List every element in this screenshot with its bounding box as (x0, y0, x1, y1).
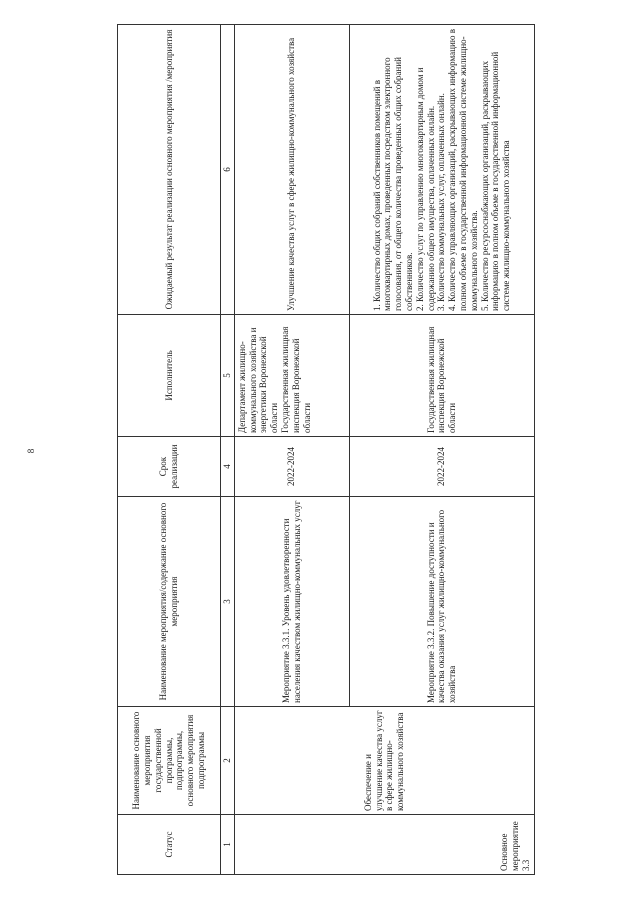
activity-3-3-2-results (349, 25, 534, 315)
main-activity-cell: Обеспечение и улучшение качества услуг в сфере жилищно-коммунального хозяйства (234, 707, 534, 815)
column-number-row (221, 25, 235, 875)
column-number: 5 (221, 315, 235, 437)
executor-line: Государственная жилищная инспекция Воронежской области (279, 326, 312, 433)
result-item: 3. Количество коммунальных услуг, оплаченных онлайн. (436, 93, 447, 311)
result-item: 2. Количество услуг по управлению многоквартирным домом и содержанию общего имущества, оплаченных онлайн. (414, 67, 436, 311)
executor-line: Департамент жилищно-коммунального хозяйства и энергетики Воронежской области (236, 327, 280, 433)
activity-3-3-1-result: Улучшение качества услуг в сфере жилищно-коммунального хозяйства (234, 25, 349, 315)
result-item: 4. Количество управляющих организаций, раскрывающих информацию в полном объеме в государственной информационной системе жилищно-коммунального хозяйства. (447, 28, 479, 311)
header-term: Срок реализации (118, 437, 221, 497)
rotated-page (117, 25, 531, 875)
header-main-name: Наименование основного мероприятия государственной программы, подпрограммы, основного мероприятия подпрограммы (118, 707, 221, 815)
column-number: 3 (221, 497, 235, 707)
column-number: 4 (221, 437, 235, 497)
header-expected-result: Ожидаемый результат реализации основного мероприятия /мероприятия (118, 25, 221, 315)
header-activity-name: Наименование мероприятия/содержание основного мероприятия (118, 497, 221, 707)
column-number: 1 (221, 815, 235, 875)
activity-3-3-1-executor (234, 315, 349, 437)
status-cell: Основное мероприятие 3.3 (234, 815, 534, 875)
column-number: 2 (221, 707, 235, 815)
header-status: Статус (118, 815, 221, 875)
activity-3-3-2-name: Мероприятие 3.3.2. Повышение доступности и качества оказания услуг жилищно-коммунального хозяйства (349, 497, 534, 707)
result-item: 1. Количество общих собраний собственников помещений в многоквартирных домах, проведенных посредством электронного голосования, от общего количества проведенных общих собраний собственников. (371, 57, 414, 311)
activity-3-3-2-term: 2022-2024 (349, 437, 534, 497)
activity-3-3-1-name: Мероприятие 3.3.1. Уровень удовлетворенности населения качеством жилищно-коммунальных услуг (234, 497, 349, 707)
result-item: 5. Количество ресурсоснабжающих организаций, раскрывающих информацию в полном объеме в государственной информационной системе жилищно-коммунального хозяйства (479, 51, 512, 311)
activity-3-3-2-executor: Государственная жилищная инспекция Воронежской области (349, 315, 534, 437)
activities-table (117, 24, 535, 875)
column-number: 6 (221, 25, 235, 315)
header-row (118, 25, 221, 875)
header-executor: Исполнитель (118, 315, 221, 437)
activity-3-3-1-term: 2022-2024 (234, 437, 349, 497)
table-row (234, 25, 349, 875)
page-number: 8 (26, 448, 36, 454)
